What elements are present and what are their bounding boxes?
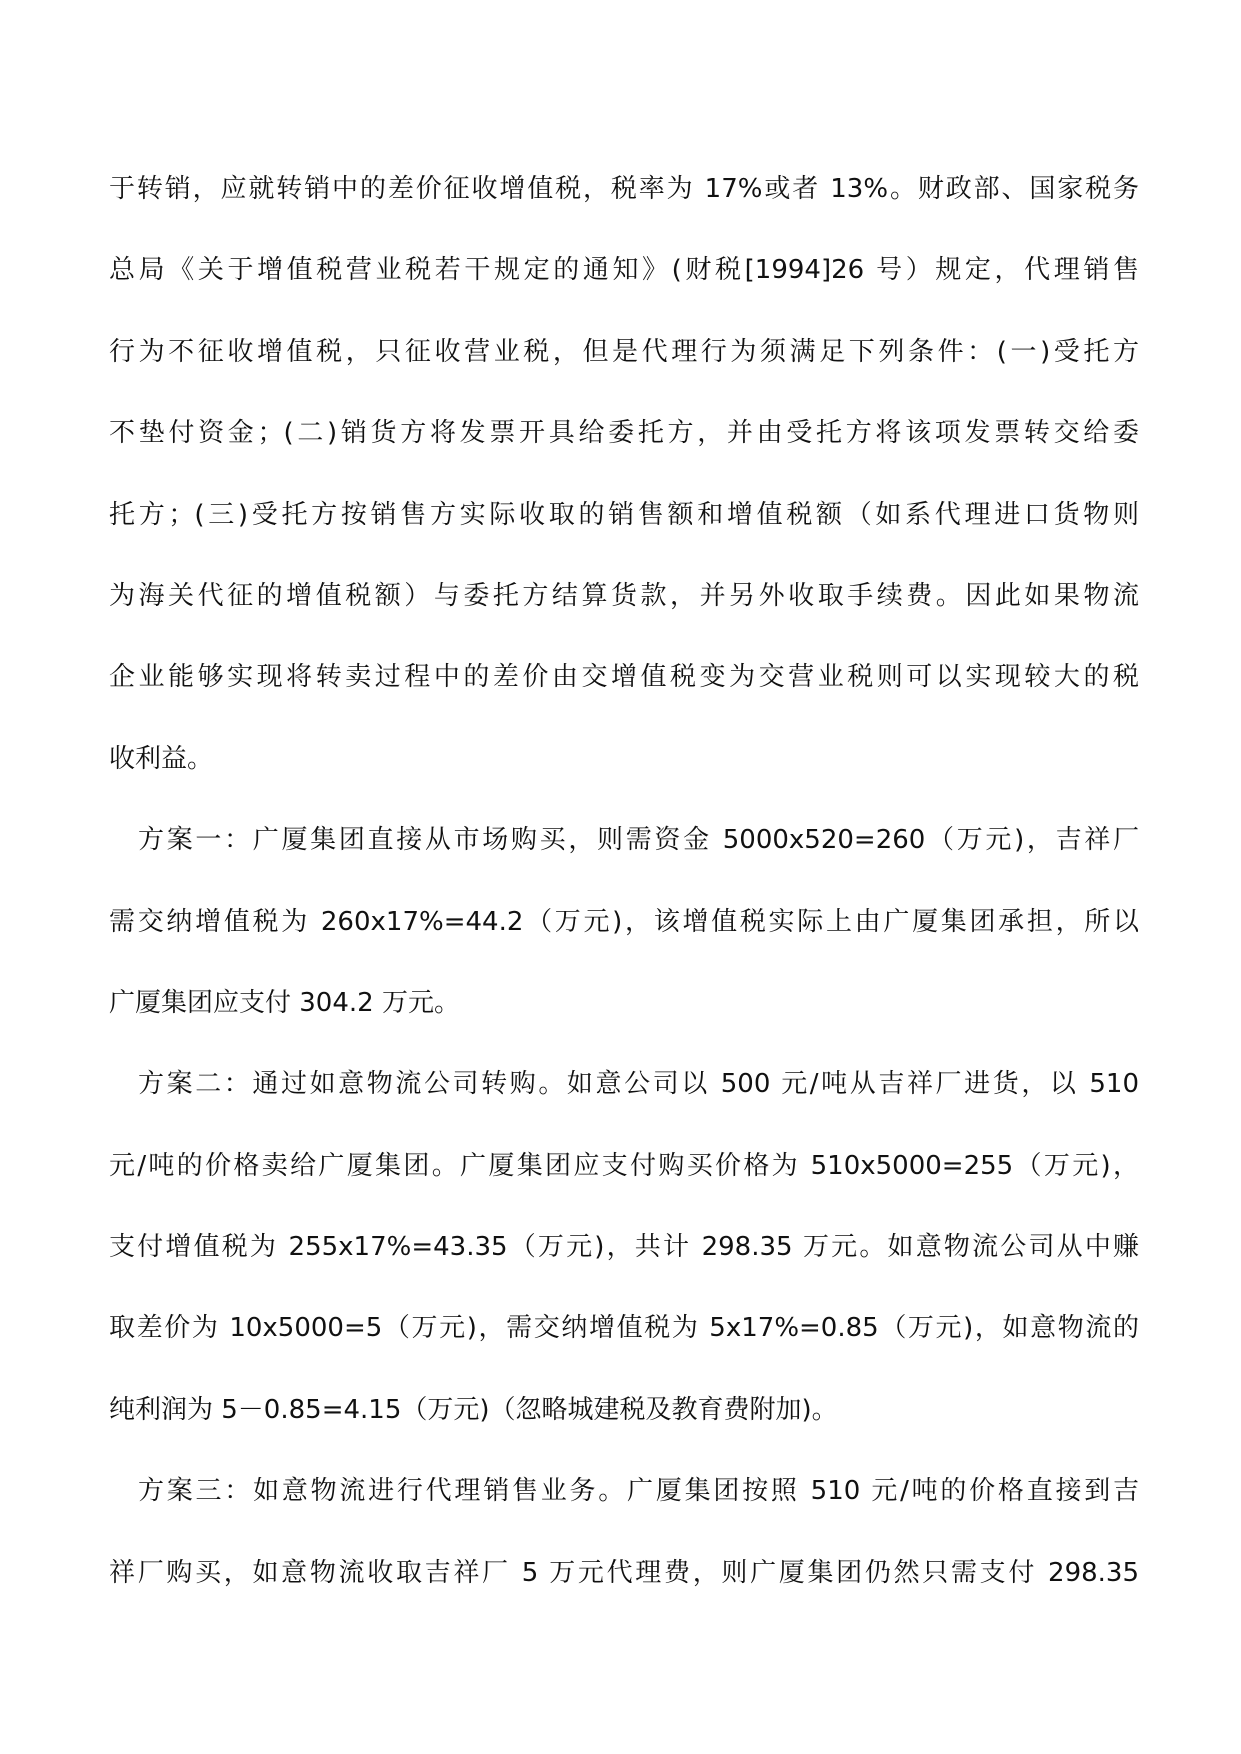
text-line: 收利益。 xyxy=(109,743,214,774)
text-line: 行为不征收增值税，只征收营业税，但是代理行为须满足下列条件：(一)受托方 xyxy=(109,336,1139,367)
text-line-plan-three: 方案三：如意物流进行代理销售业务。广厦集团按照 510 元/吨的价格直接到吉 xyxy=(138,1476,1139,1507)
text-line: 于转销，应就转销中的差价征收增值税，税率为 17%或者 13%。财政部、国家税务 xyxy=(109,174,1139,204)
text-line-plan-one: 方案一：广厦集团直接从市场购买，则需资金 5000x520=260（万元)，吉祥厂 xyxy=(138,825,1139,856)
text-line: 取差价为 10x5000=5（万元)，需交纳增值税为 5x17%=0.85（万元)，如意物流的 xyxy=(109,1313,1139,1344)
text-line: 需交纳增值税为 260x17%=44.2（万元)，该增值税实际上由广厦集团承担，所以 xyxy=(109,906,1139,937)
text-line-plan-two: 方案二：通过如意物流公司转购。如意公司以 500 元/吨从吉祥厂进货，以 510 xyxy=(138,1069,1139,1100)
text-line: 纯利润为 5－0.85=4.15（万元)（忽略城建税及教育费附加)。 xyxy=(109,1394,838,1425)
text-line: 为海关代征的增值税额）与委托方结算货款，并另外收取手续费。因此如果物流 xyxy=(109,580,1139,611)
text-line: 广厦集团应支付 304.2 万元。 xyxy=(109,987,460,1018)
text-line: 不垫付资金；(二)销货方将发票开具给委托方，并由受托方将该项发票转交给委 xyxy=(109,418,1139,449)
text-line: 支付增值税为 255x17%=43.35（万元)，共计 298.35 万元。如意物流公司从中赚 xyxy=(109,1232,1139,1263)
document-body xyxy=(109,163,1139,1628)
text-line: 元/吨的价格卖给广厦集团。广厦集团应支付购买价格为 510x5000=255（万元)， xyxy=(109,1150,1139,1181)
text-line: 总局《关于增值税营业税若干规定的通知》(财税[1994]26 号）规定，代理销售 xyxy=(109,255,1139,286)
text-line: 企业能够实现将转卖过程中的差价由交增值税变为交营业税则可以实现较大的税 xyxy=(109,662,1139,693)
text-line: 托方；(三)受托方按销售方实际收取的销售额和增值税额（如系代理进口货物则 xyxy=(109,499,1139,530)
text-line: 祥厂购买，如意物流收取吉祥厂 5 万元代理费，则广厦集团仍然只需支付 298.35 xyxy=(109,1557,1139,1588)
